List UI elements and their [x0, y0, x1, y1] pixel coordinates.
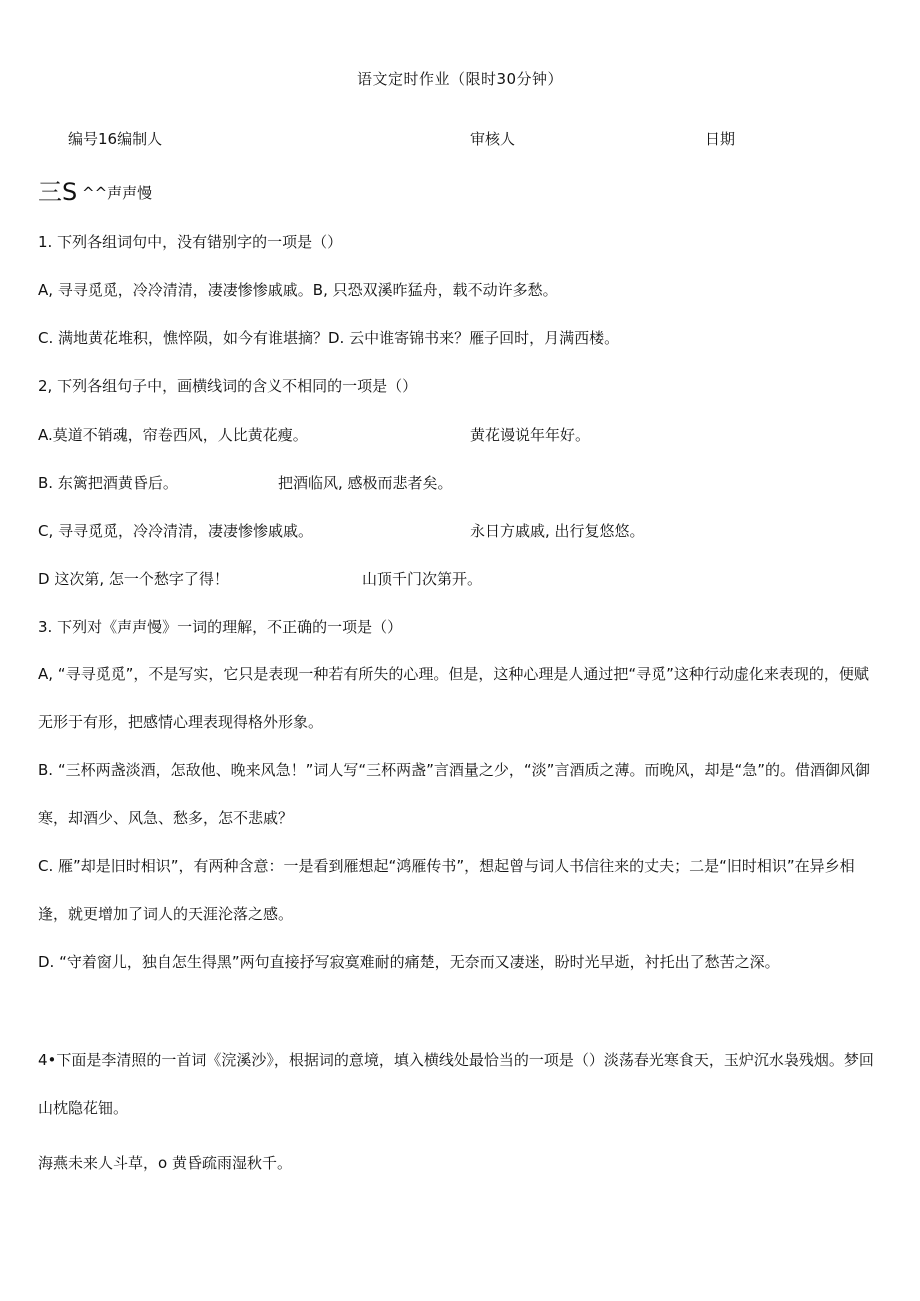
q1-options-ab: A, 寻寻觅觅，冷冷清清，凄凄惨惨戚戚。B, 只恐双溪昨猛舟，载不动许多愁。: [38, 281, 558, 299]
q3-option-b: B. “三杯两盏淡酒，怎敌他、晚来风急！”词人写“三杯两盏”言酒量之少，“淡”言酒质之薄。而晚风，却是“急”的。借酒御风御寒，却酒少、风急、愁多，怎不悲戚？: [38, 761, 870, 827]
q3-option-c: C. 雁”却是旧时相识”，有两种含意：一是看到雁想起“鸿雁传书”，想起曾与词人书信往来的丈夫；二是“旧时相识”在异乡相逢，就更增加了词人的天涯沦落之感。: [38, 857, 855, 923]
date-label: 日期: [705, 130, 736, 148]
q2-option-b-right: 把酒临风, 感极而悲者矣。: [278, 474, 453, 492]
q3-stem: 3. 下列对《声声慢》一词的理解，不正确的一项是（）: [38, 618, 403, 636]
q2-option-d-right: 山顶千门次第开。: [362, 570, 483, 588]
q3-option-a: A, “寻寻觅觅”，不是写实，它只是表现一种若有所失的心理。但是，这种心理是人通过把“寻觅”这种行动虚化来表现的，便赋无形于有形，把感情心理表现得格外形象。: [38, 665, 869, 731]
q2-option-c-left: C, 寻寻觅觅，冷冷清清，凄凄惨惨戚戚。: [38, 522, 314, 540]
q1-options-cd: C. 满地黄花堆积，憔悴陨，如今有谁堪摘？D. 云中谁寄锦书来？雁子回时，月满西楼。: [38, 329, 620, 347]
reviewer-label: 审核人: [470, 130, 516, 148]
q1-stem: 1. 下列各组词句中，没有错别字的一项是（）: [38, 233, 343, 251]
q2-option-a-left: A.莫道不销魂，帘卷西风，人比黄花瘦。: [38, 426, 308, 444]
section-suffix: ^^声声慢: [82, 184, 153, 202]
q4-stem: 4•下面是李清照的一首词《浣溪沙》，根据词的意境，填入横线处最恰当的一项是（）淡荡春光寒食天，玉炉沉水袅残烟。梦回山枕隐花钿。: [38, 1051, 874, 1117]
q2-option-a-right: 黄花谩说年年好。: [470, 426, 591, 444]
q4-poem-line: 海燕未来人斗草，o 黄昏疏雨湿秋千。: [38, 1154, 292, 1172]
number-editor-label: 编号16编制人: [68, 130, 163, 148]
q2-option-b-left: B. 东篱把酒黄昏后。: [38, 474, 178, 492]
page-title: 语文定时作业（限时30分钟）: [356, 70, 564, 88]
q2-option-d-left: D 这次第, 怎一个愁字了得！: [38, 570, 229, 588]
section-prefix: 三S: [38, 178, 78, 206]
q2-stem: 2, 下列各组句子中，画横线词的含义不相同的一项是（）: [38, 377, 418, 395]
q2-option-c-right: 永日方戚戚, 出行复悠悠。: [470, 522, 645, 540]
q3-option-d: D. “守着窗儿，独自怎生得黑”两句直接抒写寂寞难耐的痛楚，无奈而又凄迷，盼时光早逝，衬托出了愁苦之深。: [38, 953, 780, 971]
section-heading: [38, 172, 152, 207]
